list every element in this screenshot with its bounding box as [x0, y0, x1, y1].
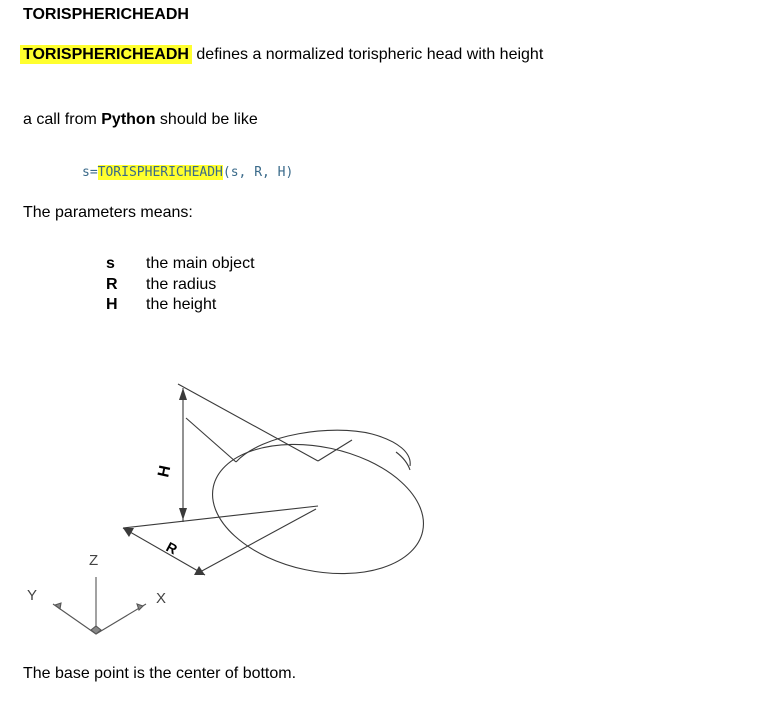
param-symbol: R — [106, 275, 118, 293]
code-function-name: TORISPHERICHEADH — [97, 165, 223, 180]
call-paragraph — [23, 111, 258, 129]
param-row — [104, 275, 255, 296]
call-prefix: a call from — [23, 111, 102, 128]
intro-text: defines a normalized torispheric head with height — [191, 46, 544, 63]
torispherical-head-diagram — [0, 360, 460, 650]
page-title: TORISPHERICHEADH — [23, 6, 189, 23]
param-description: the radius — [146, 275, 217, 293]
params-list — [104, 254, 255, 316]
param-row — [104, 295, 255, 316]
z-axis-label: Z — [89, 552, 99, 569]
base-ellipse — [200, 426, 435, 592]
call-suffix: should be like — [155, 111, 258, 128]
height-ext-top — [178, 384, 318, 461]
param-row — [104, 254, 255, 275]
intro-paragraph — [20, 46, 543, 64]
radius-label: R — [163, 538, 181, 558]
height-label: H — [155, 463, 175, 479]
params-heading: The parameters means: — [23, 204, 193, 221]
height-arrow-top — [179, 388, 187, 400]
code-args: (s, R, H) — [222, 165, 294, 180]
radius-arrow-left — [123, 528, 134, 537]
param-symbol: s — [106, 255, 115, 272]
call-language: Python — [101, 111, 156, 128]
function-name-highlight: TORISPHERICHEADH — [20, 45, 192, 64]
code-lhs: s= — [82, 165, 98, 180]
radius-ext-top — [123, 506, 318, 528]
height-arrow-bottom — [179, 508, 187, 520]
code-example — [82, 165, 293, 180]
dome-inner-line — [318, 440, 352, 461]
param-description: the main object — [146, 255, 255, 272]
radius-ext-bottom — [200, 509, 316, 572]
y-axis-label: Y — [27, 587, 38, 604]
param-symbol: H — [106, 296, 118, 313]
ucs-axes-icon — [53, 577, 146, 634]
height-ext-bottom — [186, 418, 236, 462]
param-description: the height — [146, 296, 217, 313]
footer-note: The base point is the center of bottom. — [23, 665, 297, 682]
x-axis-label: X — [156, 590, 167, 607]
